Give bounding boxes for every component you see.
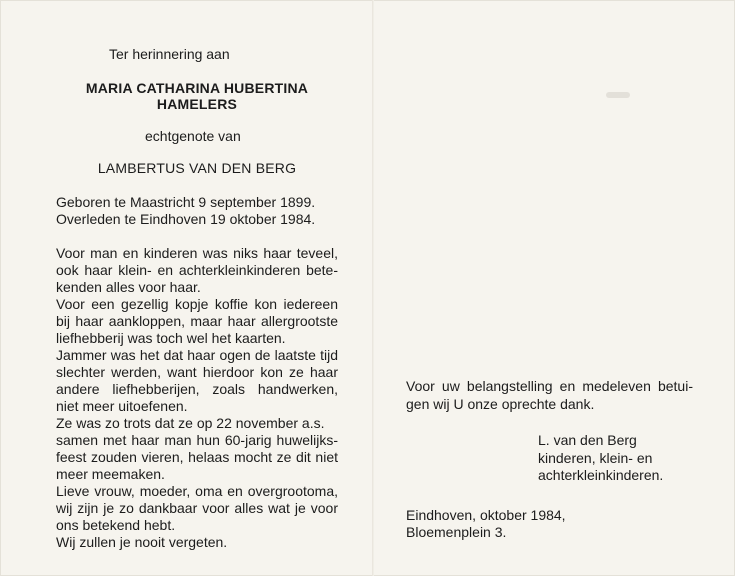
left-page <box>56 44 338 551</box>
memorial-text <box>56 245 338 551</box>
text-line: Ze was zo trots dat ze op 22 november a.s. <box>56 415 325 431</box>
signature-block <box>538 432 706 485</box>
intro-text: Ter herinnering aan <box>109 46 230 62</box>
text-line: Jammer was het dat haar ogen de laatste tijd <box>56 347 338 363</box>
deceased-name-line1: MARIA CATHARINA HUBERTINA <box>85 80 309 96</box>
text-line: kenden alles voor haar. <box>56 279 201 295</box>
life-dates <box>56 194 338 228</box>
thanks-line: Voor uw belangstelling en medeleven betui- <box>406 378 693 394</box>
deceased-name <box>56 80 338 112</box>
text-line: ons betekend hebt. <box>56 517 176 533</box>
text-line: Voor man en kinderen was niks haar teveel, <box>56 245 338 261</box>
text-line: feest zouden vieren, helaas mocht ze dit niet <box>56 449 338 465</box>
text-line: wij zijn je zo dankbaar voor alles wat je voor <box>56 500 338 516</box>
death-line: Overleden te Eindhoven 19 oktober 1984. <box>56 211 316 227</box>
signature-line: kinderen, klein- en <box>538 449 653 466</box>
street-address: Bloemenplein 3. <box>406 524 507 540</box>
deceased-name-line2: HAMELERS <box>156 96 238 112</box>
text-line: ook haar klein- en achterkleinkinderen bete- <box>56 262 338 278</box>
address-block <box>406 507 706 542</box>
thanks-line: gen wij U onze oprechte dank. <box>406 395 595 412</box>
text-line: liefhebberij was toch wel het kaarten. <box>56 330 286 346</box>
text-line: slechter werden, want hierdoor kon ze haar <box>56 364 338 380</box>
signature-line: achterkleinkinderen. <box>538 467 664 483</box>
text-line: Voor een gezellig kopje koffie kon iedereen <box>56 296 338 312</box>
text-line: meer meemaken. <box>56 466 165 482</box>
text-line: andere liefhebberijen, zoals handwerken, <box>56 381 338 397</box>
card-fold <box>372 0 374 576</box>
place-date: Eindhoven, oktober 1984, <box>406 506 566 523</box>
text-line: niet meer uitoefenen. <box>56 398 188 414</box>
birth-line: Geboren te Maastricht 9 september 1899. <box>56 194 316 210</box>
text-line: samen met haar man hun 60-jarig huwelijks- <box>56 432 338 448</box>
text-line: Lieve vrouw, moeder, oma en overgrootoma, <box>56 483 338 499</box>
text-line: bij haar aankloppen, maar haar allergrootste <box>56 313 338 329</box>
spouse-name: LAMBERTUS VAN DEN BERG <box>97 160 297 176</box>
paper-mark <box>606 92 630 98</box>
spouse-intro: echtgenote van <box>145 128 241 144</box>
thanks-text <box>406 378 706 413</box>
text-line: Wij zullen je nooit vergeten. <box>56 534 228 550</box>
signature-line: L. van den Berg <box>538 432 637 448</box>
right-page <box>406 378 706 542</box>
